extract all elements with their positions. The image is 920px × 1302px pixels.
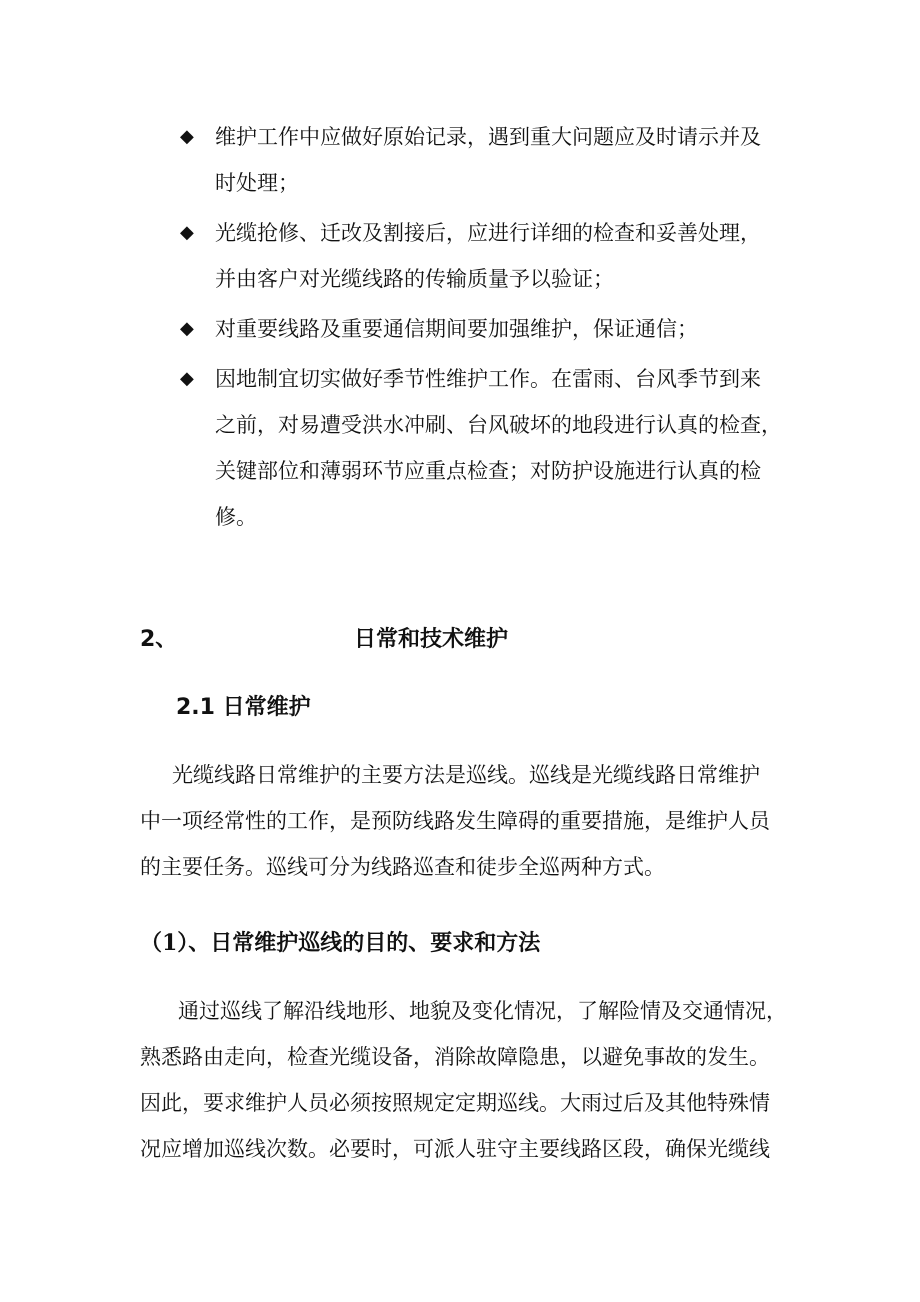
diamond-bullet-icon: ◆: [180, 126, 194, 147]
section-number: 2、: [140, 627, 178, 652]
paragraph-line: 光缆线路日常维护的主要方法是巡线。巡线是光缆线路日常维护: [172, 763, 760, 787]
section-title: 日常和技术维护: [354, 627, 509, 652]
bullet-text: 修。: [215, 505, 257, 529]
paragraph-line: 因此，要求维护人员必须按照规定定期巡线。大雨过后及其他特殊情: [140, 1091, 770, 1115]
bullet-text: 关键部位和薄弱环节应重点检查；对防护设施进行认真的检: [215, 459, 761, 483]
bullet-item: [180, 306, 790, 352]
diamond-bullet-icon: ◆: [180, 222, 194, 243]
bullet-item: [180, 210, 790, 302]
paragraph-line: 中一项经常性的工作，是预防线路发生障碍的重要措施，是维护人员: [140, 809, 770, 833]
bullet-text: 并由客户对光缆线路的传输质量予以验证；: [215, 267, 614, 291]
diamond-bullet-icon: ◆: [180, 318, 194, 339]
paragraph-line: 通过巡线了解沿线地形、地貌及变化情况，了解险情及交通情况，: [178, 999, 787, 1023]
paragraph-line: 况应增加巡线次数。必要时，可派人驻守主要线路区段，确保光缆线: [140, 1137, 770, 1161]
bullet-text: 对重要线路及重要通信期间要加强维护，保证通信；: [215, 317, 698, 341]
bullet-item: [180, 356, 790, 540]
subsection-title: 2.1 日常维护: [176, 695, 311, 720]
paragraph-line: 的主要任务。巡线可分为线路巡查和徒步全巡两种方式。: [140, 855, 665, 879]
bullet-text: 因地制宜切实做好季节性维护工作。在雷雨、台风季节到来: [215, 367, 761, 391]
bullet-text: 维护工作中应做好原始记录，遇到重大问题应及时请示并及: [215, 125, 761, 149]
bullet-item: [180, 114, 790, 206]
bullet-text: 光缆抢修、迁改及割接后，应进行详细的检查和妥善处理，: [215, 221, 761, 245]
paragraph: [140, 752, 790, 890]
subheading: （1）、日常维护巡线的目的、要求和方法: [140, 930, 541, 956]
bullet-text: 时处理；: [215, 171, 299, 195]
diamond-bullet-icon: ◆: [180, 368, 194, 389]
paragraph-line: 熟悉路由走向，检查光缆设备，消除故障隐患，以避免事故的发生。: [140, 1045, 770, 1069]
bullet-text: 之前，对易遭受洪水冲刷、台风破坏的地段进行认真的检查，: [215, 413, 782, 437]
paragraph: [140, 988, 790, 1172]
